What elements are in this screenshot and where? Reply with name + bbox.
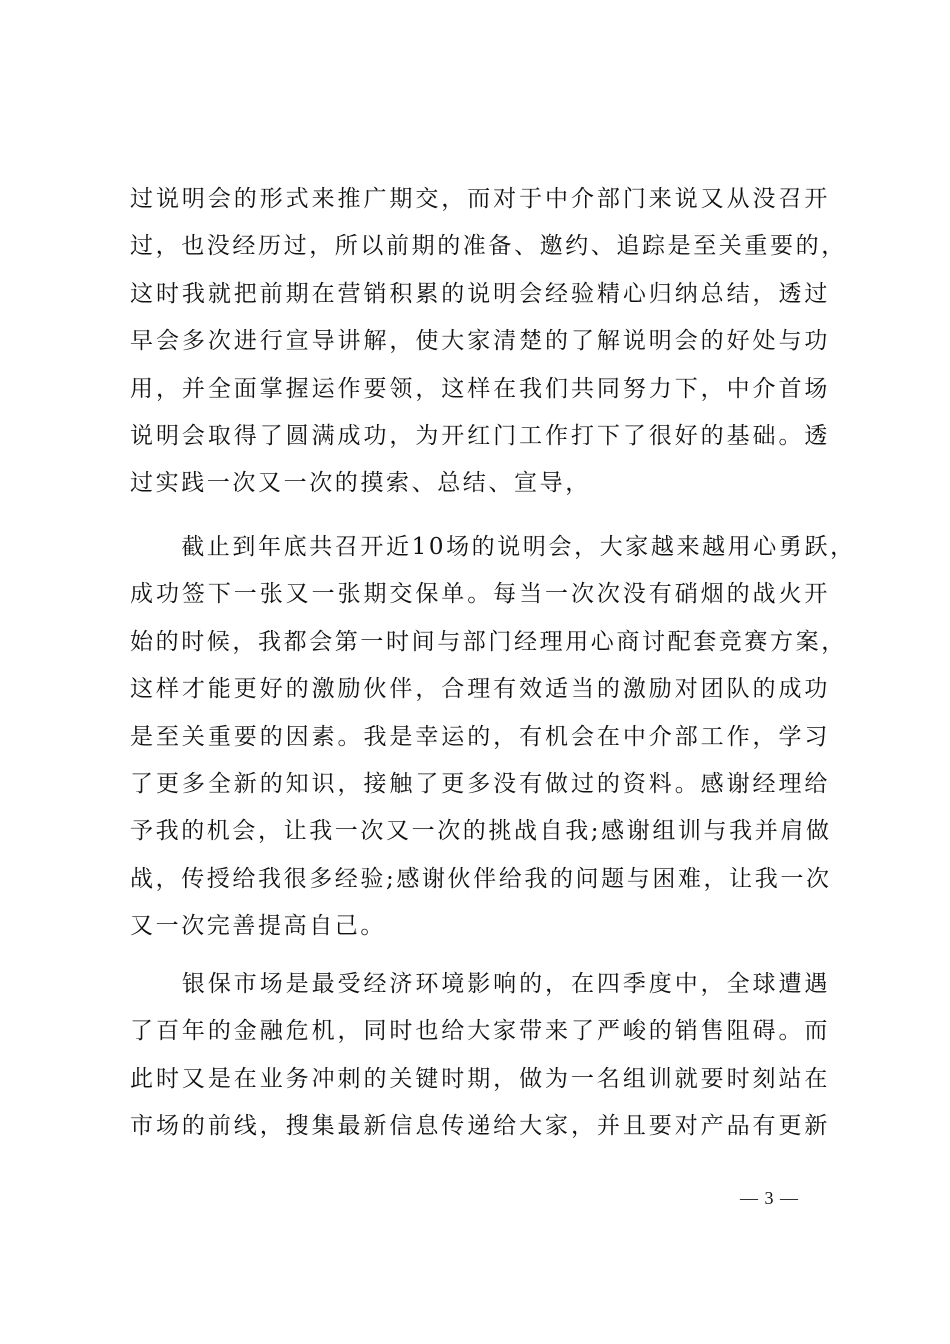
text-line: 过实践一次又一次的摸索、总结、宣导， <box>130 470 591 497</box>
text-line: 过说明会的形式来推广期交，而对于中介部门来说又从没召开 <box>130 186 830 212</box>
text-line: 了百年的金融危机，同时也给大家带来了严峻的销售阻碍。而 <box>130 1018 830 1045</box>
text-line: 银保市场是最受经济环境影响的，在四季度中，全球遭遇 <box>130 971 830 997</box>
paragraph-2 <box>130 524 856 951</box>
text-line: 早会多次进行宣导讲解，使大家清楚的了解说明会的好处与功 <box>130 328 830 355</box>
text-line: 战，传授给我很多经验;感谢伙伴给我的问题与困难，让我一次 <box>130 865 832 892</box>
text-line: 市场的前线，搜集最新信息传递给大家，并且要对产品有更新 <box>130 1113 830 1140</box>
paragraph-3 <box>130 961 830 1151</box>
text-line: 予我的机会，让我一次又一次的挑战自我;感谢组训与我并肩做 <box>130 818 832 845</box>
text-line: 成功签下一张又一张期交保单。每当一次次没有硝烟的战火开 <box>130 581 830 608</box>
text-line: 说明会取得了圆满成功，为开红门工作打下了很好的基础。透 <box>130 422 830 449</box>
text-line: 截止到年底共召开近10场的说明会，大家越来越用心勇跃， <box>130 534 856 560</box>
text-line: 过，也没经历过，所以前期的准备、邀约、追踪是至关重要的， <box>130 233 847 260</box>
paragraph-1 <box>130 176 847 508</box>
text-line: 了更多全新的知识，接触了更多没有做过的资料。感谢经理给 <box>130 770 830 797</box>
text-line: 又一次完善提高自己。 <box>130 913 386 940</box>
page-number: — 3 — <box>740 1188 799 1208</box>
text-line: 这时我就把前期在营销积累的说明会经验精心归纳总结，透过 <box>130 280 830 307</box>
text-line: 用，并全面掌握运作要领，这样在我们共同努力下，中介首场 <box>130 375 830 402</box>
text-line: 始的时候，我都会第一时间与部门经理用心商讨配套竞赛方案， <box>130 628 847 655</box>
text-line: 是至关重要的因素。我是幸运的，有机会在中介部工作，学习 <box>130 723 830 750</box>
text-line: 这样才能更好的激励伙伴，合理有效适当的激励对团队的成功 <box>130 676 830 703</box>
text-line: 此时又是在业务冲刺的关键时期，做为一名组训就要时刻站在 <box>130 1065 830 1092</box>
